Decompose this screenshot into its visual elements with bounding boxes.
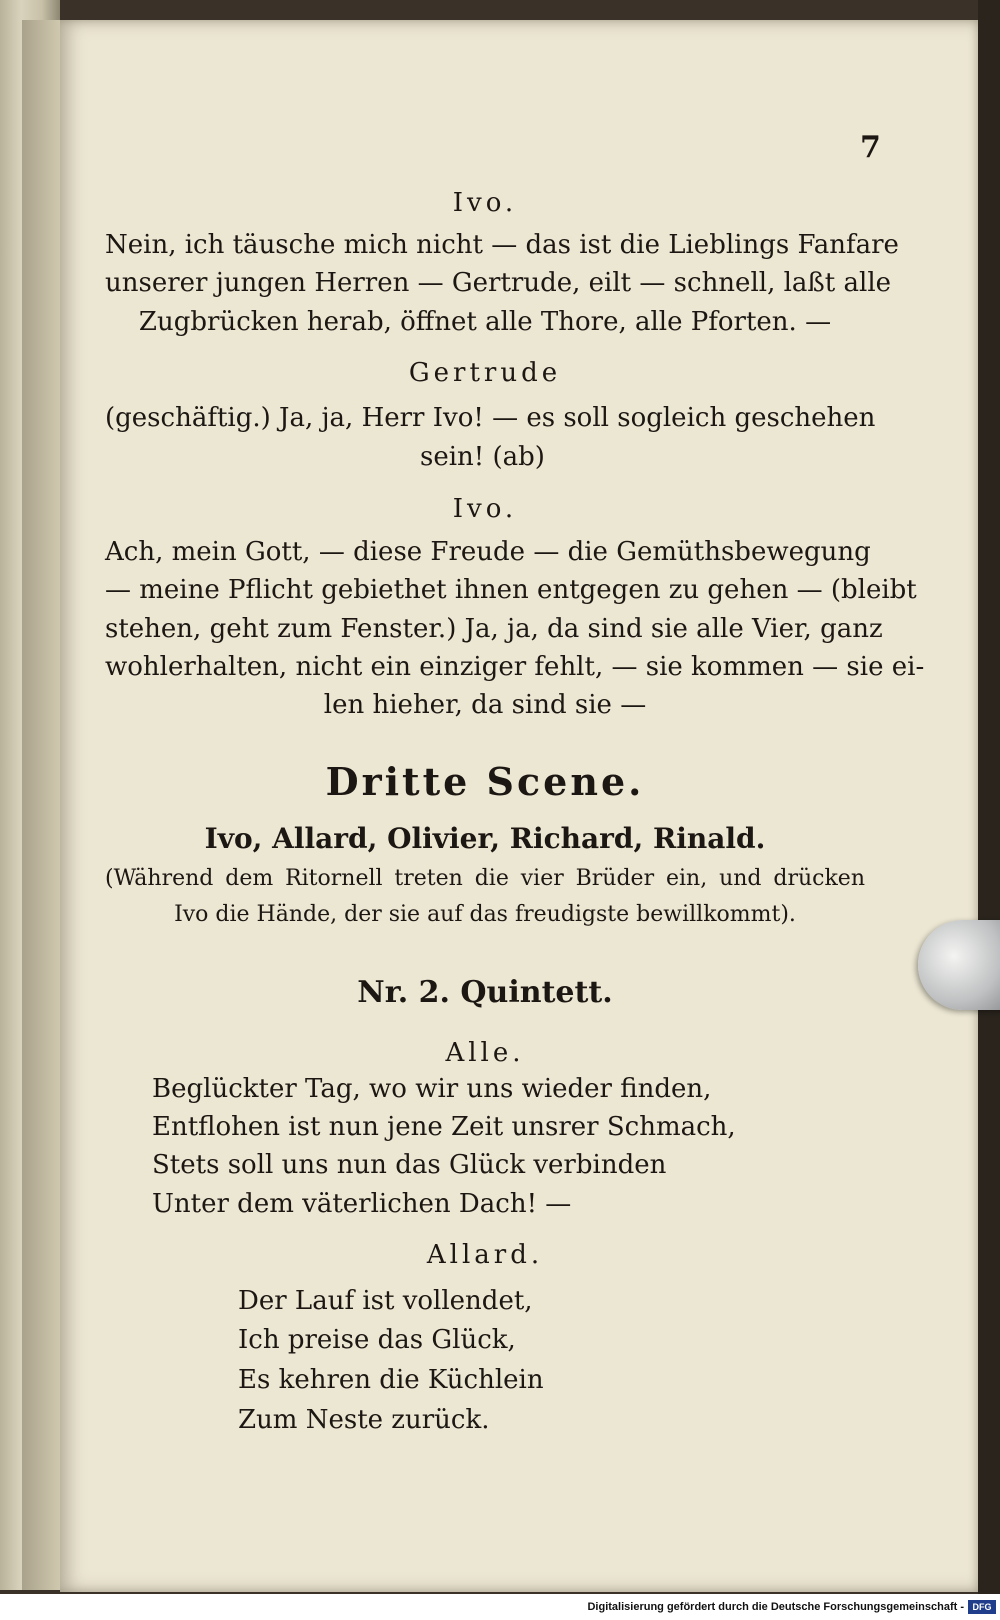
- text-line: Zugbrücken herab, öffnet alle Thore, alle Pforten. —: [138, 307, 832, 337]
- speaker-name: Allard.: [426, 1240, 544, 1270]
- text-line: len hieher, da sind sie —: [323, 690, 647, 720]
- number-title: Nr. 2. Quintett.: [357, 975, 613, 1010]
- text-line: unserer jungen Herren — Gertrude, eilt — schnell, laßt alle: [105, 268, 892, 298]
- text-line: (geschäftig.) Ja, ja, Herr Ivo! — es soll sogleich geschehen: [105, 403, 876, 433]
- verse-line: Ich preise das Glück,: [238, 1325, 516, 1355]
- verse-line: Es kehren die Küchlein: [238, 1365, 544, 1395]
- speaker-name: Ivo.: [452, 494, 518, 524]
- page-number: 7: [860, 130, 881, 165]
- speaker-name: Ivo.: [452, 188, 518, 218]
- text-line: wohlerhalten, nicht ein einziger fehlt, — sie kommen — sie ei-: [105, 652, 925, 682]
- cast-list: Ivo, Allard, Olivier, Richard, Rinald.: [204, 822, 766, 855]
- verse-line: Entflohen ist nun jene Zeit unsrer Schmach,: [152, 1112, 736, 1142]
- verse-line: Der Lauf ist vollendet,: [238, 1286, 533, 1316]
- footer-text: Digitalisierung gefördert durch die Deutsche Forschungsgemeinschaft -: [587, 1601, 964, 1613]
- stage-direction: (Während dem Ritornell treten die vier Brüder ein, und drücken: [105, 866, 865, 891]
- page-clip: [918, 920, 1000, 1010]
- text-line: stehen, geht zum Fenster.) Ja, ja, da sind sie alle Vier, ganz: [105, 614, 883, 644]
- scene-title: Dritte Scene.: [325, 759, 645, 804]
- text-line: sein! (ab): [420, 442, 545, 472]
- verse-line: Unter dem väterlichen Dach! —: [152, 1189, 572, 1219]
- binding-shadow: [22, 20, 60, 1590]
- verse-line: Beglückter Tag, wo wir uns wieder finden,: [152, 1074, 712, 1104]
- dfg-logo: DFG: [968, 1600, 996, 1614]
- text-line: Ach, mein Gott, — diese Freude — die Gemüthsbewegung: [105, 537, 871, 567]
- text-line: Nein, ich täusche mich nicht — das ist die Lieblings Fanfare: [105, 230, 899, 260]
- text-line: — meine Pflicht gebiethet ihnen entgegen zu gehen — (bleibt: [105, 575, 917, 605]
- speaker-name: Alle.: [445, 1038, 525, 1068]
- stage-direction: Ivo die Hände, der sie auf das freudigste bewillkommt).: [174, 902, 796, 927]
- footer-bar: [0, 1594, 1000, 1620]
- speaker-name: Gertrude: [408, 358, 562, 388]
- background-right: [978, 0, 1000, 1620]
- verse-line: Stets soll uns nun das Glück verbinden: [152, 1150, 667, 1180]
- verse-line: Zum Neste zurück.: [238, 1405, 490, 1435]
